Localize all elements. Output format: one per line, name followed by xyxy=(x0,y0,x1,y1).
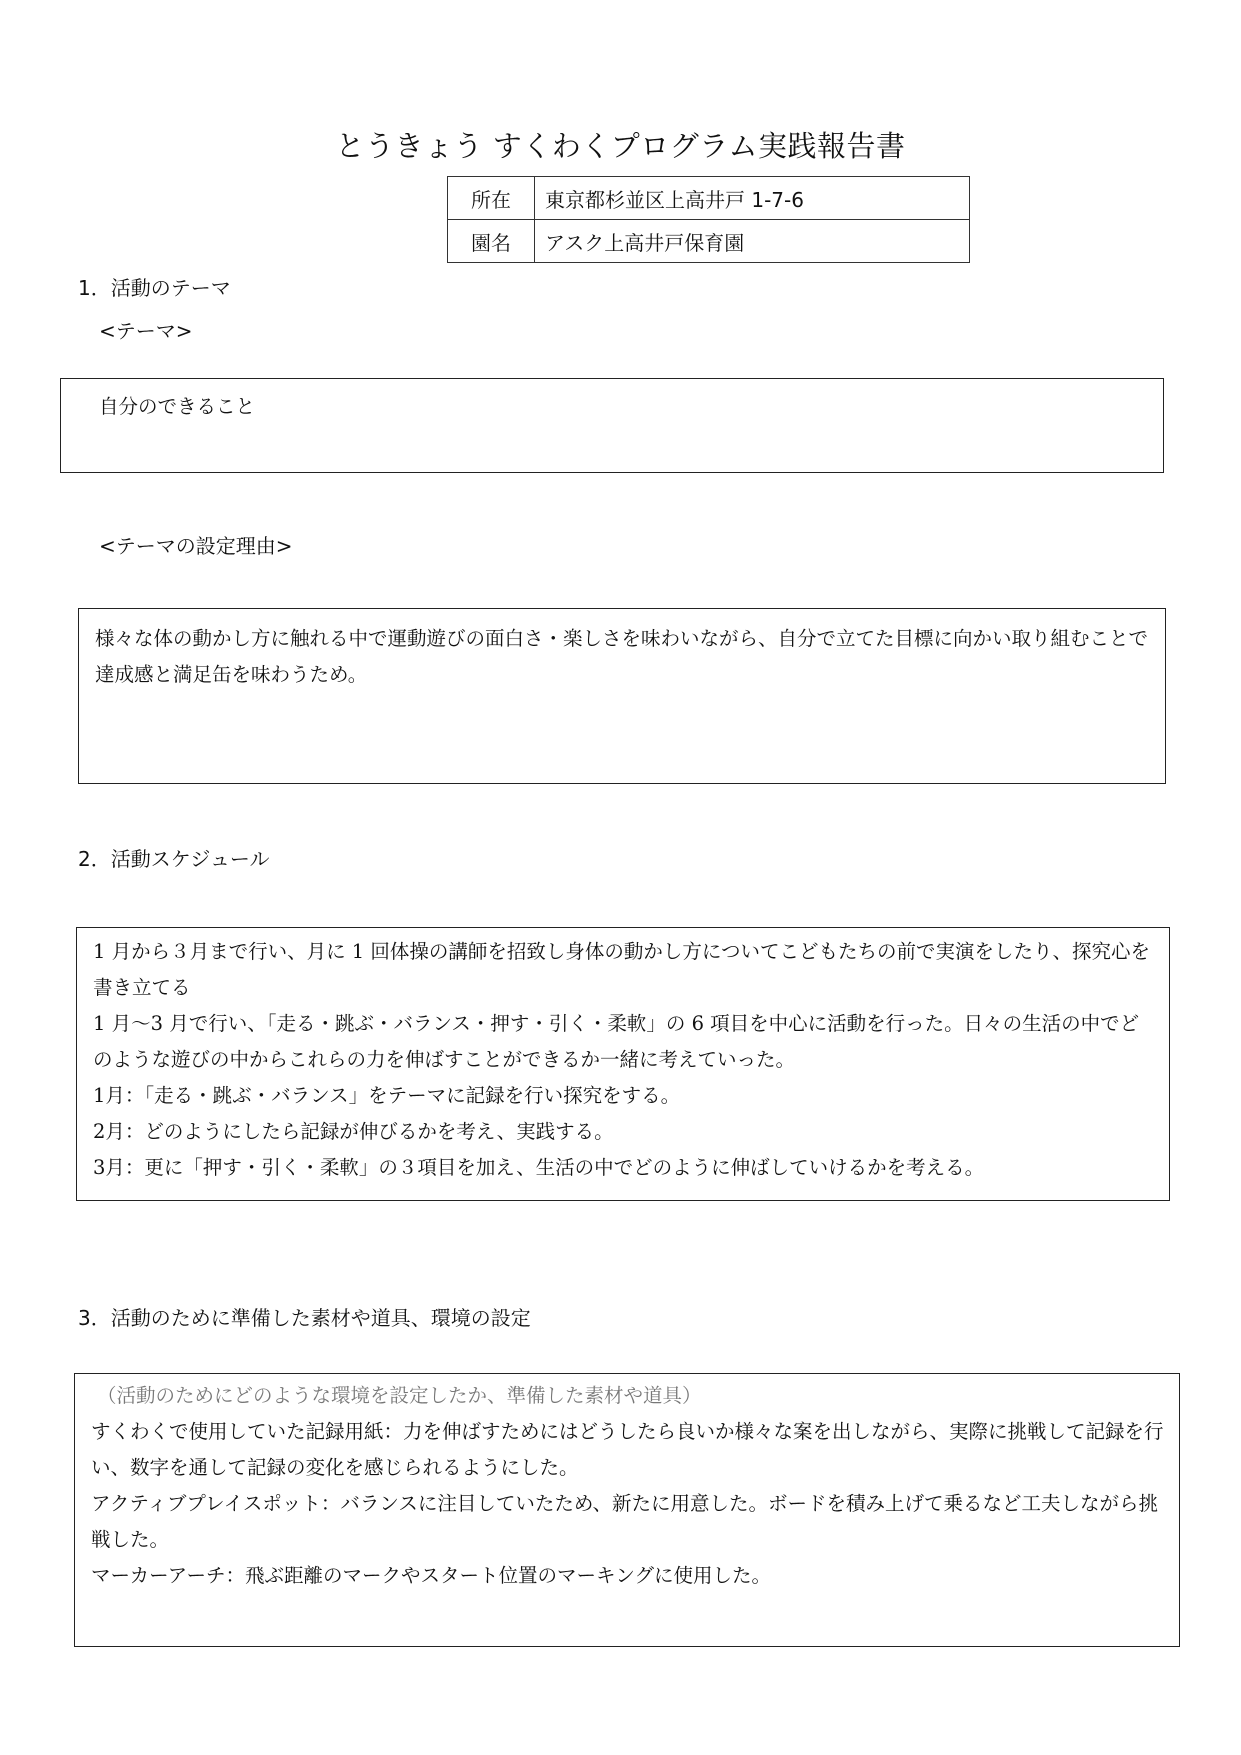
materials-line: すくわくで使用していた記録用紙：力を伸ばすためにはどうしたら良いか様々な案を出しながら、実際に挑戦して記録を行い、数字を通して記録の変化を感じられるようにした。 xyxy=(91,1420,1164,1479)
theme-text: 自分のできること xyxy=(99,395,256,418)
document-title: とうきょう すくわくプログラム実践報告書 xyxy=(335,129,906,163)
materials-line: マーカーアーチ：飛ぶ距離のマークやスタート位置のマーキングに使用した。 xyxy=(91,1564,771,1587)
location-label: 所在 xyxy=(448,177,535,220)
info-table xyxy=(447,176,970,263)
schedule-line: 3月：更に「押す・引く・柔軟」の３項目を加え、生活の中でどのように伸ばしていけるかを考える。 xyxy=(93,1156,985,1179)
schedule-line: 1 月～3 月で行い、「走る・跳ぶ・バランス・押す・引く・柔軟」の 6 項目を中心に活動を行った。日々の生活の中でどのような遊びの中からこれらの力を伸ばすことができるか一緒に考えていった。 xyxy=(93,1012,1140,1071)
name-value: アスク上高井戸保育園 xyxy=(535,220,970,263)
name-label: 園名 xyxy=(448,220,535,263)
materials-hint: （活動のためにどのような環境を設定したか、準備した素材や道具） xyxy=(97,1384,702,1407)
materials-line: アクティブプレイスポット：バランスに注目していたため、新たに用意した。ボードを積み上げて乗るなど工夫しながら挑戦した。 xyxy=(91,1492,1159,1551)
section1-heading: 1．活動のテーマ xyxy=(78,276,231,300)
reason-label: <テーマの設定理由> xyxy=(99,534,293,558)
materials-box xyxy=(74,1373,1180,1647)
reason-text: 様々な体の動かし方に触れる中で運動遊びの面白さ・楽しさを味わいながら、自分で立てた目標に向かい取り組むことで達成感と満足缶を味わうため。 xyxy=(95,627,1149,686)
reason-box xyxy=(78,608,1166,784)
info-row-name xyxy=(448,220,970,263)
schedule-line: 2月：どのようにしたら記録が伸びるかを考え、実践する。 xyxy=(93,1120,614,1143)
schedule-line: 1 月から３月まで行い、月に 1 回体操の講師を招致し身体の動かし方についてこどもたちの前で実演をしたり、探究心を書き立てる xyxy=(93,940,1151,999)
theme-label: <テーマ> xyxy=(99,319,193,343)
theme-box xyxy=(60,378,1164,473)
schedule-line: 1月：「走る・跳ぶ・バランス」をテーマに記録を行い探究をする。 xyxy=(93,1084,681,1107)
section3-heading: 3．活動のために準備した素材や道具、環境の設定 xyxy=(78,1306,531,1330)
section2-heading: 2．活動スケジュール xyxy=(78,847,270,871)
location-value: 東京都杉並区上高井戸 1-7-6 xyxy=(535,177,970,220)
info-row-location xyxy=(448,177,970,220)
schedule-box xyxy=(76,927,1170,1201)
